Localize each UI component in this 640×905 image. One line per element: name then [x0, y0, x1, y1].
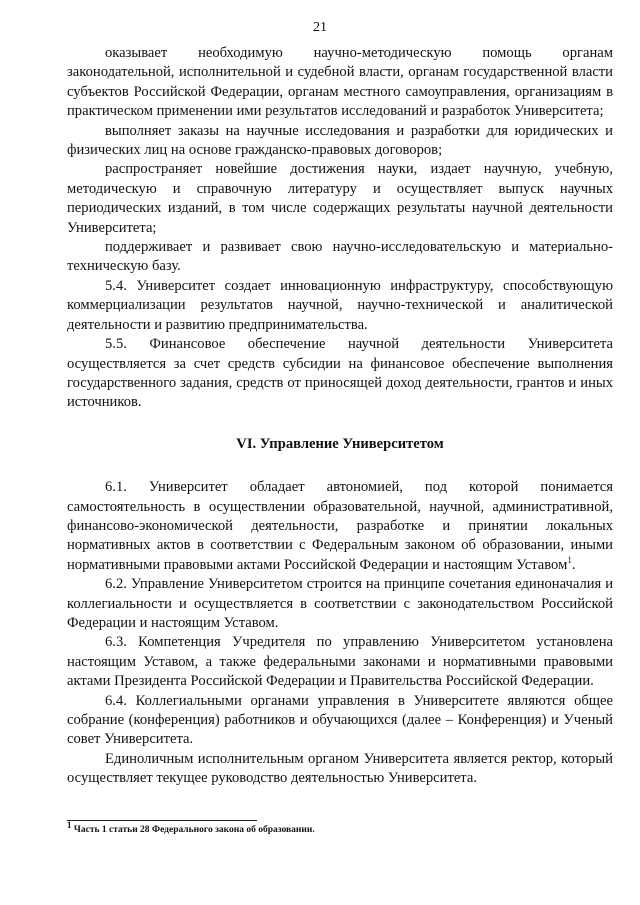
paragraph-6-1: 6.1. Университет обладает автономией, под которой понимается самостоятельность в осуществлении образовательной, научной, административной, финансово-экономической деятельности, разработке и принятии локальных нормативных актов в соответствии с Федеральным законом об образовании, иными нормативными правовыми актами Российской Федерации и настоящим Уставом$^1$. [67, 479, 613, 573]
section-heading: VI. Управление Университетом [236, 435, 444, 452]
paragraph: 6.3. Компетенция Учредителя по управлению Университетом установлена настоящим Уставом, а также федеральными законами и нормативными правовыми актами Президента Российской Федерации и Правительства Российской Федерации. [67, 634, 613, 690]
paragraph: 6.2. Управление Университетом строится на принципе сочетания единоначалия и коллегиальности и осуществляется в соответствии с законодательством Российской Федерации и настоящим Уставом. [67, 576, 613, 631]
paragraph-text: 6.1. Университет обладает автономией, под которой понимается самостоятельность в осуществлении образовательной, научной, административной, финансово-экономической деятельности, разработке и принятии локальных нормативных актов в соответствии с Федеральным законом об образовании, иными нормативными правовыми актами Российской Федерации и настоящим Уставом [67, 479, 613, 573]
footnote-reference: 1 [567, 554, 572, 565]
footnote-divider [67, 820, 257, 821]
paragraph: выполняет заказы на научные исследования и разработки для юридических и физических лиц на основе гражданско-правовых договоров; [67, 122, 613, 159]
paragraph: Единоличным исполнительным органом Университета является ректор, который осуществляет текущее руководство деятельностью Университета. [67, 750, 613, 787]
footnote [67, 819, 613, 836]
footnote-marker: 1 [67, 819, 72, 830]
paragraph: поддерживает и развивает свою научно-исследовательскую и материально-техническую базу. [67, 239, 613, 275]
footnote-text: Часть 1 статьи 28 Федерального закона об образовании. [73, 825, 315, 835]
paragraph: распространяет новейшие достижения науки, издает научную, учебную, методическую и справочную литературу и осуществляет выпуск научных периодических изданий, в том числе содержащих результаты научной деятельности Университета; [67, 161, 613, 236]
body-text [67, 44, 613, 789]
paragraph: оказывает необходимую научно-методическую помощь органам законодательной, исполнительной и судебной власти, органам государственной власти субъектов Российской Федерации, органам местного самоуправления, организациям в практическом применении ими результатов исследований и разработок Университета; [67, 45, 613, 120]
paragraph: 6.4. Коллегиальными органами управления в Университете являются общее собрание (конференция) работников и обучающихся (далее – Конференция) и Ученый совет Университета. [67, 692, 613, 748]
page-number: 21 [313, 20, 327, 35]
paragraph: 5.4. Университет создает инновационную инфраструктуру, способствующую коммерциализации результатов научной, научно-технической и аналитической деятельности и развитию предпринимательства. [67, 277, 613, 333]
paragraph: 5.5. Финансовое обеспечение научной деятельности Университета осуществляется за счет средств субсидии на финансовое обеспечение выполнения государственного задания, средств от приносящей доход деятельности, грантов и иных источников. [67, 336, 613, 411]
